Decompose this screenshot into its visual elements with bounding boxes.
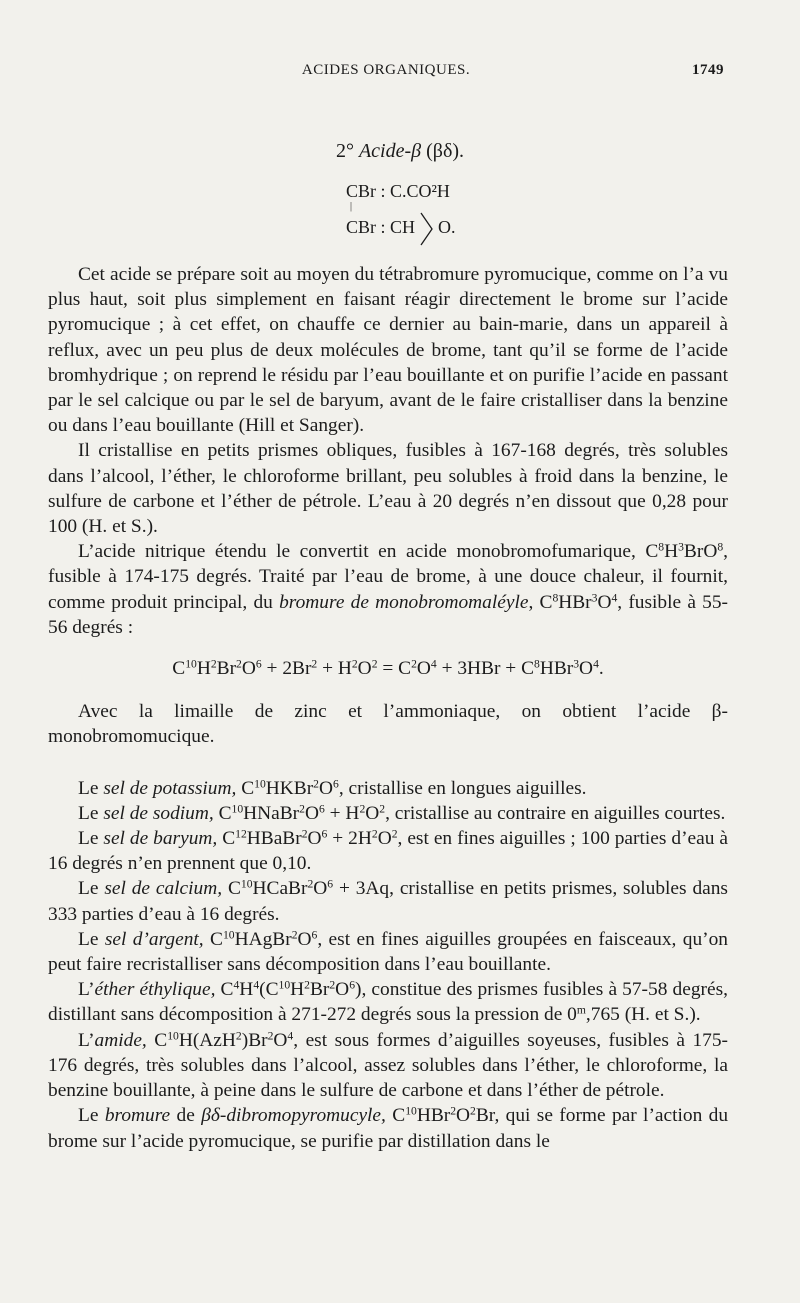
section-name: Acide-β — [358, 140, 422, 162]
derivative-paragraph: L’amide, $C^{10}H(AzH^2)Br^2O^4$, est sous formes d’aiguilles soyeuses, fusibles à 175-176 degrés, très solubles dans l’alcool, assez solubles dans l’éther, le chloroforme, la benzine bouillante, à peine dans le sulfure de carbone et dans l’éther de pétrole. — [48, 1029, 729, 1102]
body-text — [48, 262, 728, 1154]
derivative-paragraph: Le sel de baryum, $C^{12}HBaBr^2O^6 + 2H^2O^2$, est en fines aiguilles ; 100 parties d’eau à 16 degrés n’en prennent que 0,10. — [48, 827, 728, 875]
paragraph-4: Avec la limaille de zinc et l’ammoniaque, on obtient l’acide β-monobromomucique. — [48, 701, 728, 748]
paragraph-1: Cet acide se prépare soit au moyen du tétrabromure pyromucique, comme on l’a vu plus haut, soit plus simplement en faisant réagir directement le brome sur l’acide pyromucique ; à cet effet, on chauffe ce dernier au bain-marie, dans un appareil à reflux, avec un peu plus de deux molécules de brome, tant qu’il se forme de l’acide bromhydrique ; on reprend le résidu par l’eau bouillante et on purifie l’acide en passant par le sel calcique ou par le sel de baryum, avant de le faire cristalliser dans la benzine ou dans l’eau bouillante (Hill et Sanger). — [48, 264, 728, 437]
section-qualifier: (βδ). — [426, 140, 465, 162]
derivative-paragraph: Le sel d’argent, $C^{10}HAgBr^2O^6$, est en fines aiguilles groupées en faisceaux, qu’on peut faire recristalliser sans décomposition dans l’eau bouillante. — [48, 928, 728, 976]
page-header — [48, 62, 724, 84]
section-ordinal: 2° — [335, 140, 354, 162]
reaction-equation: $C^{10}H^2Br^2O^6 + 2Br^2 + H^2O^2 = C^2O^4 + 3HBr + C^8HBr^3O^4$. — [172, 657, 604, 680]
derivative-paragraph: Le bromure de βδ-dibromopyromucyle, $C^{10}HBr^2O^2Br$, qui se forme par l’action du brome sur l’acide pyromucique, se purifie par distillation dans le — [48, 1104, 729, 1152]
formula-line-1: CBr : C.CO²H — [346, 181, 450, 201]
derivative-paragraph: Le sel de sodium, $C^{10}HNaBr^2O^6 + H^2O^2$, cristallise au contraire en aiguilles courtes. — [78, 802, 726, 824]
formula-ring-atom: O. — [438, 217, 456, 238]
structural-formula — [346, 180, 456, 246]
derivative-paragraph: Le sel de calcium, $C^{10}HCaBr^2O^6 + 3Aq$, cristallise en petits prismes, solubles dans 333 parties d’eau à 16 degrés. — [48, 878, 728, 925]
derivative-paragraph: Le sel de potassium, $C^{10}HKBr^2O^6$, cristallise en longues aiguilles. — [78, 777, 587, 799]
salts-list — [48, 776, 728, 1154]
formula-line-2: CBr : CH — [346, 217, 416, 238]
running-title: ACIDES ORGANIQUES. — [301, 62, 471, 78]
paragraph-3: L’acide nitrique étendu le convertit en acide monobromofumarique, $C^8H^3BrO^8$, fusible à 174-175 degrés. Traité par l’eau de brome, à une douce chaleur, il fournit, comme produit principal, du bromure de monobromomaléyle, $C^8HBr^3O^4$, fusible à 55-56 degrés : — [48, 540, 728, 638]
derivative-paragraph: L’éther éthylique, $C^4H^4(C^{10}H^2Br^2O^6)$, constitue des prismes fusibles à 57-58 degrés, distillant sans décomposition à 271-272 degrés sous la pression de 0$^m$,765 (H. et S.). — [48, 978, 728, 1026]
page-number: 1749 — [692, 62, 724, 78]
formula-line-2-row — [346, 212, 456, 246]
formula-bond: | — [350, 201, 353, 212]
paragraph-2: Il cristallise en petits prismes obliques, fusibles à 167-168 degrés, très solubles dans l’alcool, l’éther, le chloroforme brillant, peu solubles à froid dans la benzine, le sulfure de carbone et l’éther de pétrole. L’eau à 20 degrés n’en dissout que 0,28 pour 100 (H. et S.). — [48, 440, 728, 538]
section-title — [0, 140, 800, 163]
ring-bracket-icon — [420, 212, 434, 246]
